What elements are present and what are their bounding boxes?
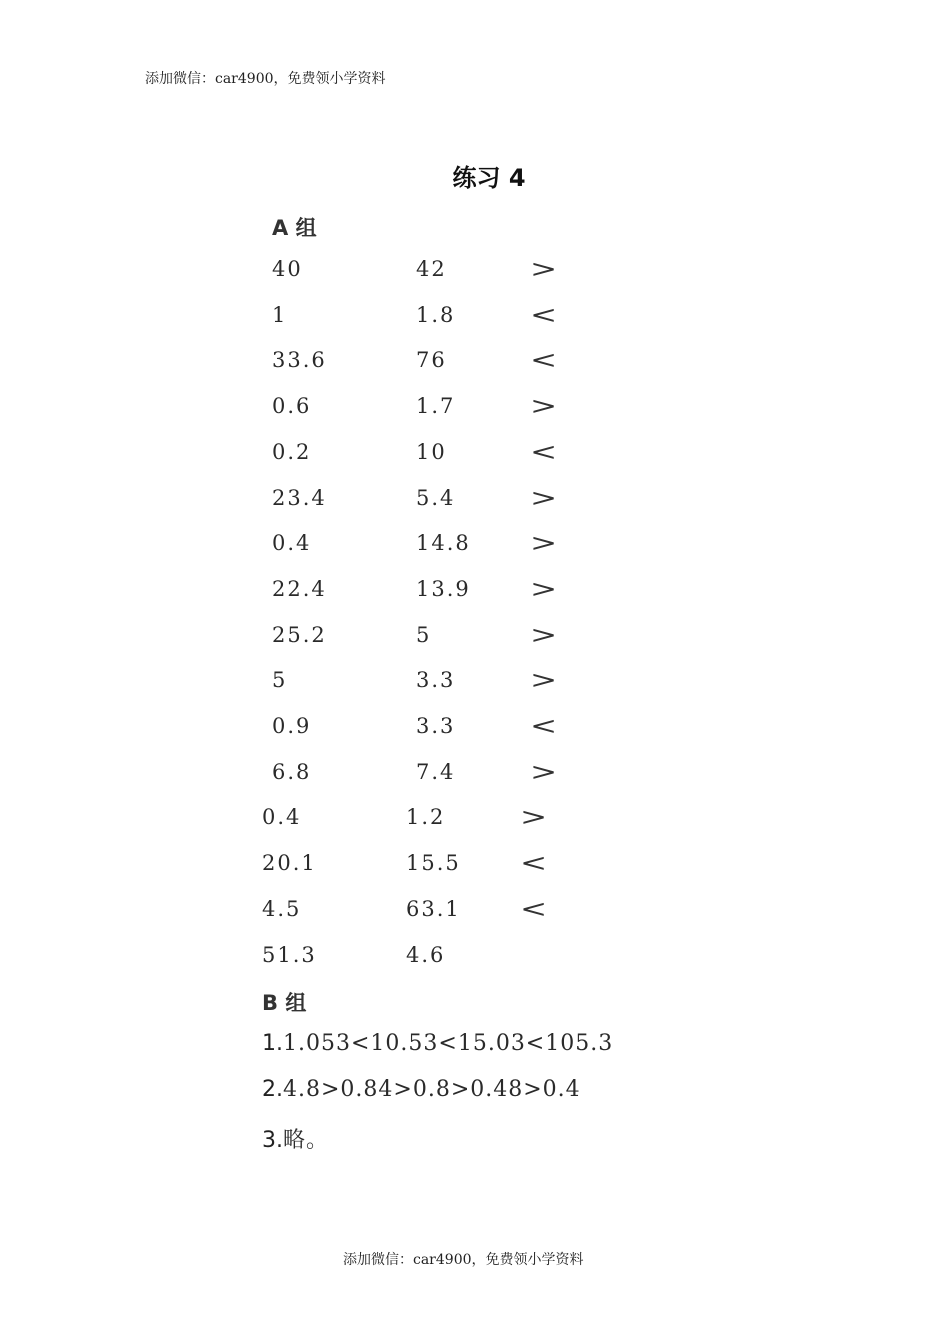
right-value: 76 xyxy=(416,348,447,373)
right-value: 1.2 xyxy=(406,805,446,830)
group-b-item-3 xyxy=(262,1123,329,1154)
page-title: 练习 4 xyxy=(452,164,526,192)
group-b-item-1 xyxy=(262,1031,613,1056)
comparison-symbol: < xyxy=(530,712,558,740)
right-value: 3.3 xyxy=(416,668,456,693)
right-value: 10 xyxy=(416,439,447,464)
comparison-symbol: < xyxy=(530,437,558,466)
item-text: 4.8>0.84>0.8>0.48>0.4 xyxy=(283,1077,581,1102)
comparison-symbol: > xyxy=(530,574,558,603)
right-value: 1.7 xyxy=(416,394,456,419)
left-value: 25.2 xyxy=(272,622,327,647)
comparison-symbol: < xyxy=(520,849,548,878)
right-value: 7.4 xyxy=(416,759,456,784)
right-value: 1.8 xyxy=(416,302,456,327)
item-number: 1. xyxy=(262,1031,283,1056)
right-value: 63.1 xyxy=(406,896,461,921)
left-value: 1 xyxy=(272,302,288,327)
right-value: 4.6 xyxy=(406,942,446,967)
group-b-item-2 xyxy=(262,1077,581,1102)
comparison-symbol: > xyxy=(530,483,558,512)
left-value: 33.6 xyxy=(272,348,327,373)
item-number: 2. xyxy=(262,1077,283,1102)
left-value: 0.9 xyxy=(272,714,312,738)
comparison-symbol: > xyxy=(530,255,558,283)
left-value: 23.4 xyxy=(272,485,327,510)
right-value: 3.3 xyxy=(416,714,456,738)
comparison-symbol: > xyxy=(530,529,558,558)
left-value: 6.8 xyxy=(272,759,312,784)
comparison-symbol: < xyxy=(520,894,548,923)
left-value: 40 xyxy=(272,257,303,281)
item-text: 1.053<10.53<15.03<105.3 xyxy=(283,1031,614,1056)
group-b-label: B 组 xyxy=(262,991,307,1015)
comparison-symbol: < xyxy=(530,300,558,329)
group-a-label: A 组 xyxy=(272,216,317,240)
left-value: 0.4 xyxy=(262,805,302,830)
right-value: 42 xyxy=(416,257,447,281)
comparison-symbol: > xyxy=(530,620,558,649)
comparison-symbol: > xyxy=(530,666,558,695)
left-value: 0.4 xyxy=(272,531,312,556)
left-value: 0.2 xyxy=(272,439,312,464)
right-value: 13.9 xyxy=(416,576,471,601)
comparison-symbol: > xyxy=(520,803,548,832)
right-value: 5 xyxy=(416,622,432,647)
left-value: 4.5 xyxy=(262,896,302,921)
left-value: 5 xyxy=(272,668,288,693)
left-value: 22.4 xyxy=(272,576,327,601)
left-value: 51.3 xyxy=(262,942,317,967)
comparison-symbol: > xyxy=(530,392,558,421)
comparison-symbol: > xyxy=(530,757,558,786)
comparison-symbol: < xyxy=(530,346,558,375)
right-value: 5.4 xyxy=(416,485,456,510)
right-value: 15.5 xyxy=(406,851,461,876)
left-value: 20.1 xyxy=(262,851,317,876)
left-value: 0.6 xyxy=(272,394,312,419)
footer-note: 添加微信：car4900，免费领小学资料 xyxy=(343,1252,584,1268)
right-value: 14.8 xyxy=(416,531,471,556)
item-text: 略。 xyxy=(283,1128,330,1153)
header-note: 添加微信：car4900，免费领小学资料 xyxy=(145,71,386,87)
item-number: 3. xyxy=(262,1128,283,1153)
